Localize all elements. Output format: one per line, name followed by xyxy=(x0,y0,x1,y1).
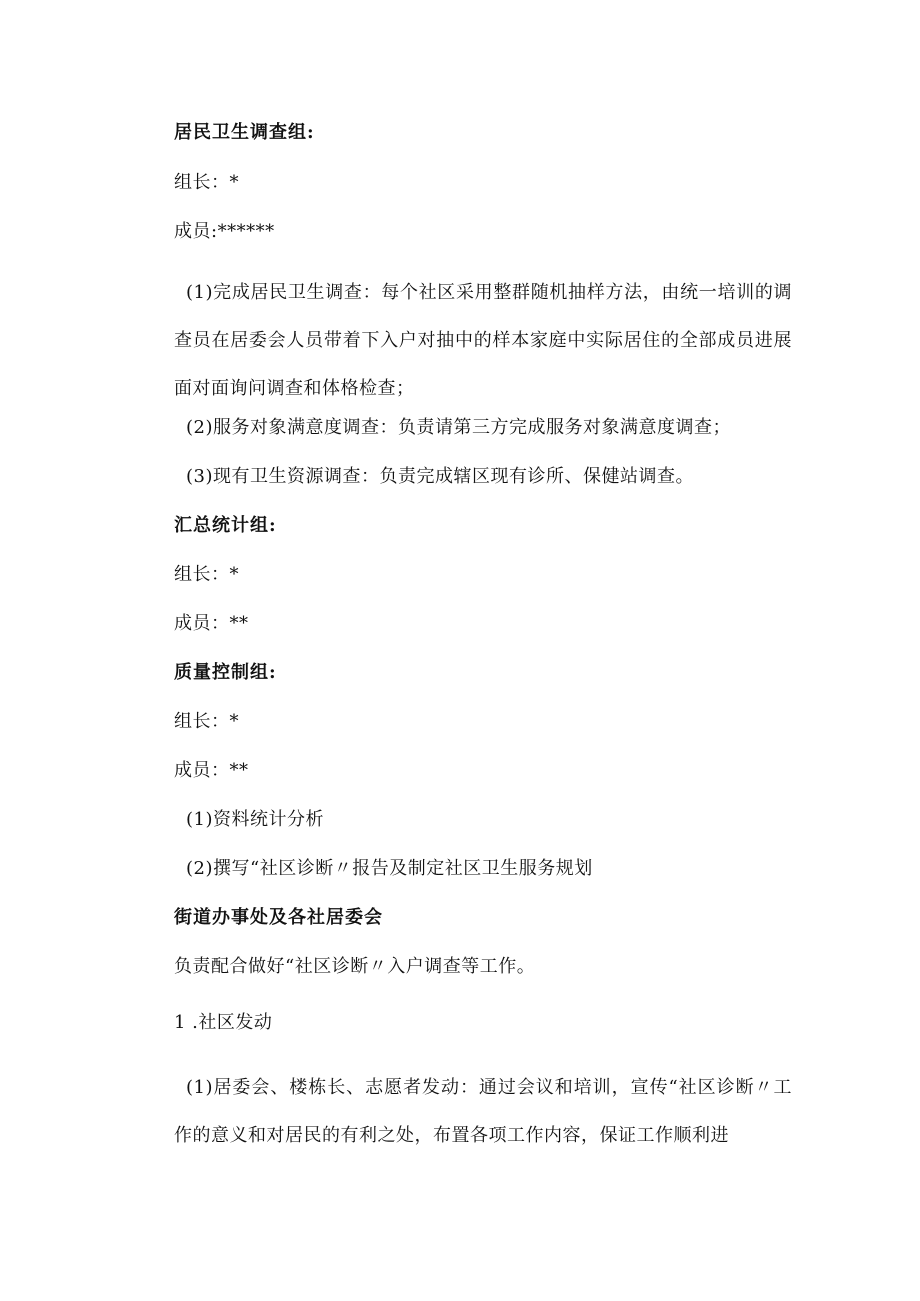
street-office-duty: 负责配合做好“社区诊断〃入户调查等工作。 xyxy=(174,956,536,977)
stats-group-members: 成员：** xyxy=(174,613,249,634)
residents-group-item-2: (2)服务对象满意度调查：负责请第三方完成服务对象满意度调查； xyxy=(186,417,731,438)
street-office-title: 街道办事处及各社居委会 xyxy=(174,907,383,928)
mobilization-item-1: (1)居委会、楼栋长、志愿者发动：通过会议和培训，宣传“社区诊断〃工作的意义和对居民的有利之处，布置各项工作内容，保证工作顺利进 xyxy=(174,1077,792,1146)
quality-group-item-2: (2)撰写“社区诊断〃报告及制定社区卫生服务规划 xyxy=(186,858,593,879)
residents-group-members: 成员:****** xyxy=(174,221,275,242)
quality-group-members: 成员：** xyxy=(174,760,249,781)
mobilization-heading: 1 .社区发动 xyxy=(174,1012,273,1033)
quality-group-item-1: (1)资料统计分析 xyxy=(186,809,324,830)
residents-group-item-3: (3)现有卫生资源调查：负责完成辖区现有诊所、保健站调查。 xyxy=(186,466,694,487)
stats-group-leader: 组长：* xyxy=(174,564,239,585)
residents-group-item-1: (1)完成居民卫生调查：每个社区采用整群随机抽样方法，由统一培训的调查员在居委会人员带着下入户对抽中的样本家庭中实际居住的全部成员进展面对面询问调查和体格检查； xyxy=(174,282,792,399)
stats-group-title: 汇总统计组: xyxy=(174,515,277,536)
quality-group-leader: 组长：* xyxy=(174,711,239,732)
residents-group-leader: 组长：* xyxy=(174,172,239,193)
residents-group-title: 居民卫生调查组: xyxy=(174,122,315,143)
quality-group-title: 质量控制组: xyxy=(174,662,277,683)
